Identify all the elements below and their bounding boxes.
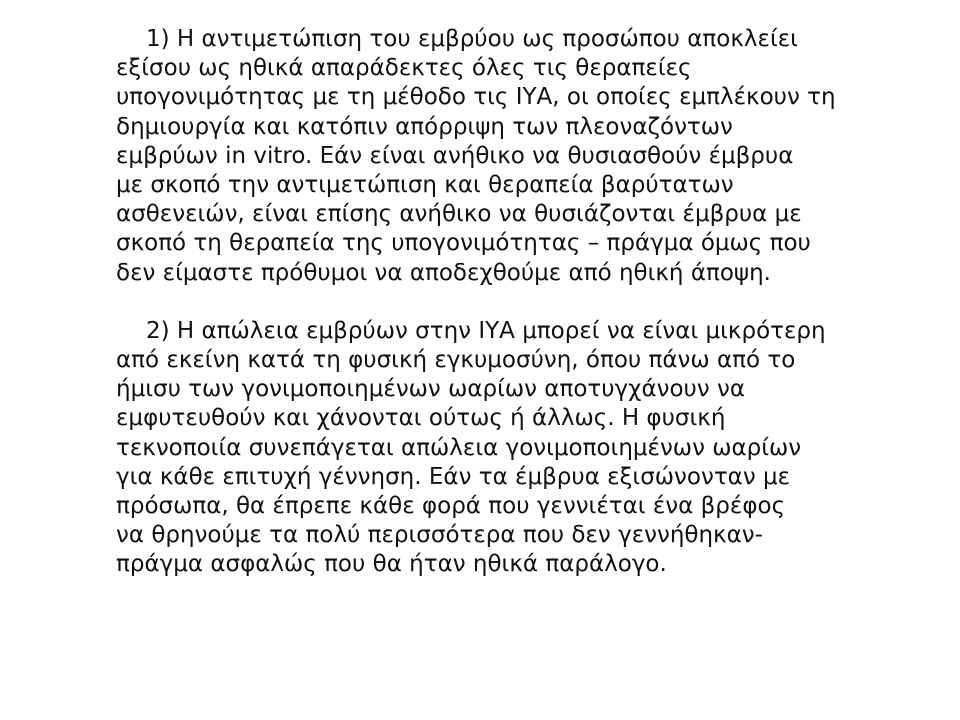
- text-line: ήμισυ των γονιμοποιημένων ωαρίων αποτυγχάνουν να: [116, 376, 745, 403]
- text-line: για κάθε επιτυχή γέννηση. Εάν τα έμβρυα εξισώνονταν με: [116, 463, 791, 490]
- text-line: 1) Η αντιμετώπιση του εμβρύου ως προσώπου αποκλείει: [146, 26, 798, 52]
- text-line: 2) Η απώλεια εμβρύων στην ΙΥΑ μπορεί να είναι μικρότερη: [146, 317, 826, 344]
- text-line: από εκείνη κατά τη φυσική εγκυμοσύνη, όπου πάνω από το: [116, 347, 796, 374]
- text-line: δεν είμαστε πρόθυμοι να αποδεχθούμε από ηθική άποψη.: [116, 259, 771, 286]
- text-line: τεκνοποιία συνεπάγεται απώλεια γονιμοποιημένων ωαρίων: [116, 434, 802, 461]
- text-line: ασθενειών, είναι επίσης ανήθικο να θυσιάζονται έμβρυα με: [116, 201, 802, 228]
- text-line: δημιουργία και κατόπιν απόρριψη των πλεοναζόντων: [116, 113, 733, 140]
- text-line: σκοπό τη θεραπεία της υπογονιμότητας – πράγμα όμως που: [116, 230, 811, 257]
- text-line: υπογονιμότητας με τη μέθοδο τις ΙΥΑ, οι οποίες εμπλέκουν τη: [116, 84, 836, 111]
- text-line: εμφυτευθούν και χάνονται ούτως ή άλλως. Η φυσική: [116, 405, 726, 432]
- text-line: να θρηνούμε τα πολύ περισσότερα που δεν γεννήθηκαν-: [116, 522, 763, 549]
- body-text: [116, 25, 926, 580]
- text-line: εξίσου ως ηθικά απαράδεκτες όλες τις θεραπείες: [116, 55, 692, 82]
- text-line: πρόσωπα, θα έπρεπε κάθε φορά που γεννιέται ένα βρέφος: [116, 493, 786, 520]
- paragraph-2: [116, 317, 926, 580]
- paragraph-1: [116, 25, 926, 288]
- text-line: με σκοπό την αντιμετώπιση και θεραπεία βαρύτατων: [116, 172, 734, 199]
- text-line: εμβρύων in vitro. Εάν είναι ανήθικο να θυσιασθούν έμβρυα: [116, 142, 794, 169]
- text-line: πράγμα ασφαλώς που θα ήταν ηθικά παράλογο.: [116, 551, 667, 578]
